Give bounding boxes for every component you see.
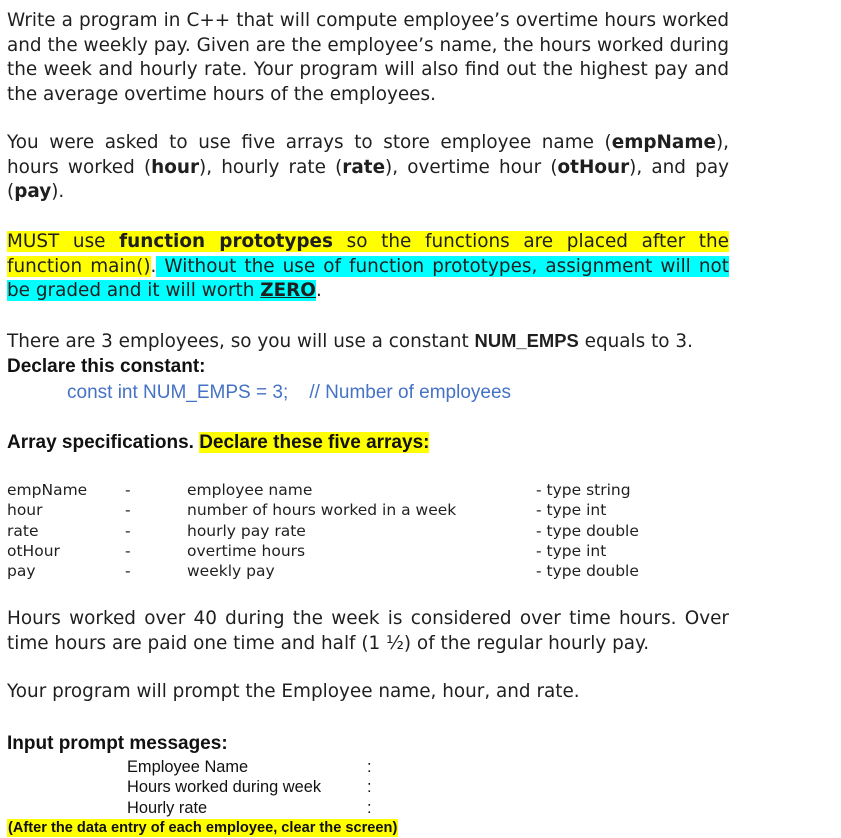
- constant-paragraph: [7, 329, 729, 355]
- array-type: - type int: [536, 541, 607, 560]
- emphasis: hour: [151, 156, 200, 178]
- prompt-row: [127, 777, 387, 797]
- text: ), hours worked (: [7, 132, 729, 178]
- text: ), overtime hour (: [385, 156, 558, 178]
- dash: -: [125, 521, 131, 540]
- array-desc-column: [187, 480, 456, 581]
- prompt-row: [127, 757, 387, 777]
- array-name: pay: [7, 562, 36, 581]
- text: Without the use of function prototypes, assignment will not be graded and it will worth: [7, 255, 729, 301]
- text: Hours worked over 40 during the week is considered over time hours. Over time hours are paid one time and half (1 ½) of the regular hourly pay.: [7, 608, 729, 654]
- emphasis: function prototypes: [119, 231, 333, 252]
- prompt-list: [127, 757, 387, 818]
- array-name: empName: [7, 481, 88, 499]
- text: ), and pay (: [7, 156, 730, 202]
- array-spec-heading: [7, 431, 429, 455]
- overtime-paragraph: [7, 607, 729, 656]
- text: MUST use: [7, 231, 120, 252]
- code-line: const int NUM_EMPS = 3; // Number of employees: [67, 382, 512, 403]
- text: so the functions are placed after the function main(): [7, 231, 729, 277]
- array-name: rate: [7, 521, 39, 540]
- emphasis: pay: [14, 181, 52, 202]
- array-description: employee name: [187, 481, 313, 499]
- prompt-label: Hours worked during week: [127, 778, 322, 797]
- array-type: - type string: [536, 481, 631, 499]
- prompt-colon: :: [367, 778, 372, 797]
- array-description: number of hours worked in a week: [187, 501, 457, 520]
- text: Array specifications.: [7, 432, 200, 453]
- text: ), hourly rate (: [199, 156, 343, 178]
- text: There are 3 employees, so you will use a constant: [7, 331, 475, 352]
- arrays-paragraph: [7, 131, 729, 205]
- array-description: hourly pay rate: [187, 521, 306, 540]
- array-description: weekly pay: [187, 562, 275, 581]
- intro-paragraph: [7, 9, 729, 107]
- array-type: - type int: [536, 501, 607, 520]
- text: You were asked to use five arrays to store employee name (: [7, 132, 612, 153]
- array-type: - type double: [536, 562, 639, 581]
- emphasis: NUM_EMPS: [474, 330, 579, 351]
- prompt-paragraph: [7, 680, 729, 705]
- array-name: hour: [7, 501, 43, 520]
- prompt-label: Hourly rate: [127, 798, 208, 817]
- dash: -: [125, 541, 131, 560]
- clear-screen-note: (After the data entry of each employee, clear the screen): [8, 820, 398, 836]
- prompt-colon: :: [367, 798, 372, 817]
- array-names-column: [7, 480, 87, 581]
- text: .: [150, 255, 157, 277]
- zero-emphasis: ZERO: [260, 280, 316, 301]
- array-type-column: [536, 480, 639, 581]
- emphasis: otHour: [557, 156, 630, 178]
- emphasis: rate: [342, 156, 386, 178]
- array-name: otHour: [7, 541, 60, 560]
- prompt-row: [127, 798, 387, 818]
- must-paragraph: [7, 230, 729, 304]
- text: Your program will prompt the Employee name, hour, and rate.: [7, 681, 580, 702]
- text: .: [315, 280, 322, 301]
- declare-constant-heading: Declare this constant:: [7, 356, 206, 377]
- text: equals to 3.: [578, 331, 693, 352]
- dash: -: [125, 501, 131, 520]
- dash: -: [125, 562, 131, 581]
- text: ).: [51, 181, 65, 202]
- array-type: - type double: [536, 521, 639, 540]
- prompt-colon: :: [367, 758, 372, 776]
- dash: -: [125, 481, 131, 499]
- input-prompt-heading: Input prompt messages:: [7, 733, 228, 754]
- array-description: overtime hours: [187, 541, 306, 560]
- prompt-label: Employee Name: [127, 758, 249, 776]
- array-dashes-column: [125, 480, 131, 581]
- intro-text: Write a program in C++ that will compute employee’s overtime hours worked and the weekly pay. Given are the employee’s name, the hours worked during the week and hourly rate. Your program will also find out the highest pay and the average overtime hours of the employees.: [7, 10, 729, 105]
- emphasis: empName: [611, 132, 716, 153]
- highlight-yellow: Declare these five arrays:: [199, 432, 430, 453]
